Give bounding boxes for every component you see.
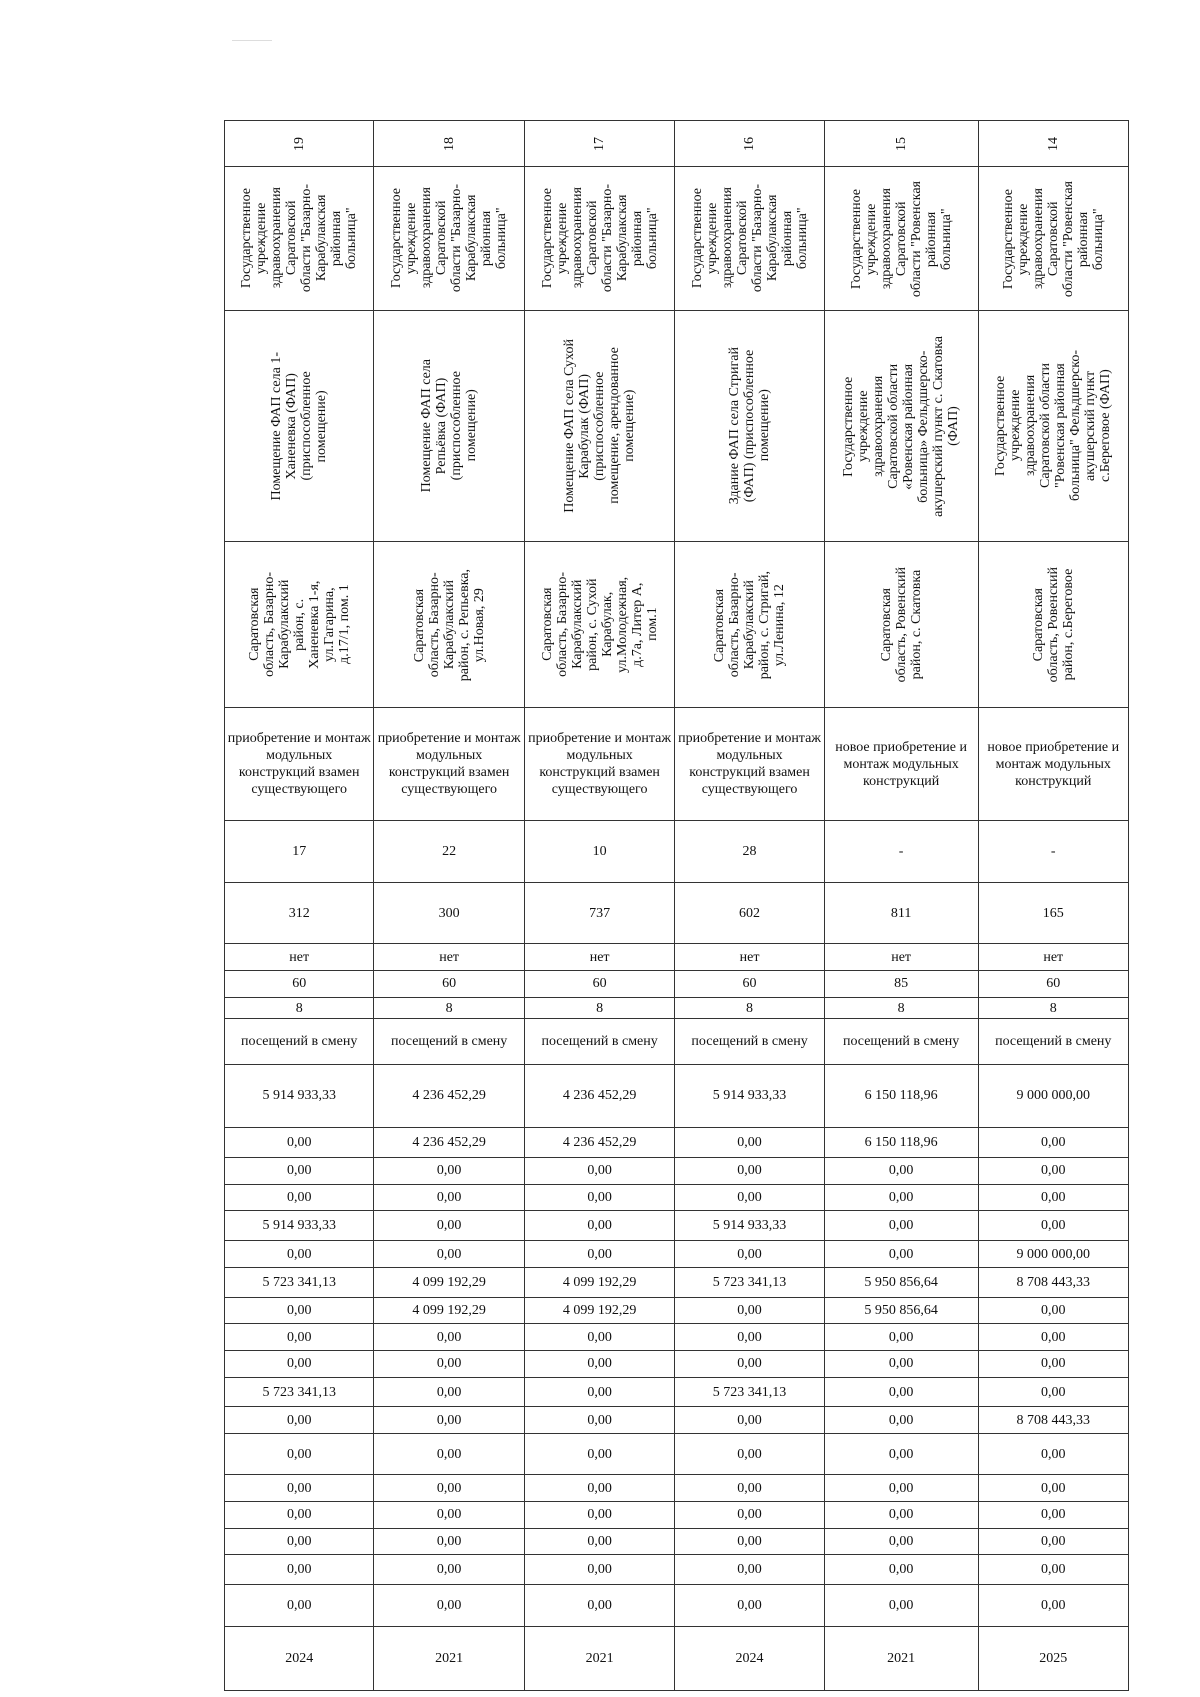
cell-funding: 6 150 118,96 [824, 1128, 978, 1158]
cell-number: 14 [978, 121, 1129, 167]
row-hours [225, 997, 1129, 1019]
cell-availability: нет [675, 944, 824, 971]
row-funding [225, 1297, 1129, 1324]
cell-funding: 4 099 192,29 [524, 1267, 674, 1297]
cell-area: 60 [374, 971, 524, 998]
cell-funding: 0,00 [978, 1501, 1129, 1528]
cell-funding: 5 723 341,13 [675, 1267, 824, 1297]
document-sheet [224, 120, 1129, 1691]
cell-distance: 28 [675, 821, 824, 883]
cell-funding: 5 723 341,13 [675, 1377, 824, 1407]
cell-hours: 8 [675, 997, 824, 1019]
cell-funding: 0,00 [824, 1555, 978, 1585]
cell-funding: 0,00 [524, 1475, 674, 1502]
cell-funding: 0,00 [978, 1377, 1129, 1407]
cell-address: Саратовская область, Ровенский район, с. Скатовка [824, 541, 978, 707]
cell-funding: 0,00 [978, 1434, 1129, 1475]
cell-funding: 0,00 [675, 1585, 824, 1627]
cell-object: Помещение ФАП села Сухой Карабулак (ФАП) (приспособленное помещение, арендованное помещение) [524, 310, 674, 541]
cell-address: Саратовская область, Базарно- Карабулакский район, с. Репьевка, ул.Новая, 29 [374, 541, 524, 707]
cell-funding: 0,00 [374, 1555, 524, 1585]
cell-funding: 0,00 [225, 1297, 374, 1324]
cell-funding: 4 236 452,29 [524, 1064, 674, 1128]
cell-availability: нет [824, 944, 978, 971]
cell-area: 60 [675, 971, 824, 998]
cell-funding: 0,00 [374, 1475, 524, 1502]
cell-population: 312 [225, 882, 374, 944]
cell-availability: нет [524, 944, 674, 971]
cell-address: Саратовская область, Базарно- Карабулакский район, с. Стригай, ул.Ленина, 12 [675, 541, 824, 707]
cell-funding: 9 000 000,00 [978, 1064, 1129, 1128]
cell-funding: 0,00 [225, 1351, 374, 1378]
row-unit [225, 1019, 1129, 1064]
cell-funding: 0,00 [524, 1241, 674, 1268]
cell-action: приобретение и монтаж модульных конструкций взамен существующего [374, 708, 524, 821]
cell-funding: 0,00 [675, 1555, 824, 1585]
cell-availability: нет [225, 944, 374, 971]
cell-funding: 0,00 [978, 1324, 1129, 1351]
cell-funding: 0,00 [225, 1407, 374, 1434]
cell-distance: 17 [225, 821, 374, 883]
cell-funding: 0,00 [524, 1184, 674, 1211]
cell-funding: 0,00 [675, 1297, 824, 1324]
cell-unit: посещений в смену [524, 1019, 674, 1064]
cell-area: 60 [524, 971, 674, 998]
cell-funding: 0,00 [978, 1128, 1129, 1158]
cell-funding: 0,00 [225, 1555, 374, 1585]
cell-population: 737 [524, 882, 674, 944]
cell-population: 811 [824, 882, 978, 944]
cell-number: 19 [225, 121, 374, 167]
row-operator [225, 167, 1129, 311]
cell-funding: 0,00 [524, 1158, 674, 1185]
cell-population: 300 [374, 882, 524, 944]
cell-operator: Государственное учреждение здравоохранения Саратовской области "Ровенская районная больница" [978, 167, 1129, 311]
cell-object: Государственное учреждение здравоохранения Саратовской области «Ровенская районная больница» Фельдшерско- акушерский пункт с. Скатовка (ФАП) [824, 310, 978, 541]
cell-number: 15 [824, 121, 978, 167]
cell-object: Государственное учреждение здравоохранения Саратовской области "Ровенская районная больница" Фельдшерско- акушерский пункт с.Береговое (ФАП) [978, 310, 1129, 541]
cell-funding: 0,00 [524, 1501, 674, 1528]
cell-funding: 0,00 [978, 1351, 1129, 1378]
cell-operator: Государственное учреждение здравоохранения Саратовской области "Базарно- Карабулакская районная больница" [524, 167, 674, 311]
cell-distance: - [824, 821, 978, 883]
cell-number: 16 [675, 121, 824, 167]
cell-funding: 5 950 856,64 [824, 1267, 978, 1297]
cell-hours: 8 [824, 997, 978, 1019]
cell-operator: Государственное учреждение здравоохранения Саратовской области "Базарно- Карабулакская районная больница" [374, 167, 524, 311]
cell-action: приобретение и монтаж модульных конструкций взамен существующего [675, 708, 824, 821]
row-funding [225, 1158, 1129, 1185]
cell-funding: 4 236 452,29 [524, 1128, 674, 1158]
cell-funding: 9 000 000,00 [978, 1241, 1129, 1268]
cell-year: 2024 [675, 1627, 824, 1691]
cell-object: Помещение ФАП села 1- Ханеневка (ФАП) (приспособленное помещение) [225, 310, 374, 541]
cell-funding: 0,00 [675, 1475, 824, 1502]
cell-funding: 0,00 [675, 1434, 824, 1475]
cell-action: новое приобретение и монтаж модульных конструкций [978, 708, 1129, 821]
cell-area: 60 [978, 971, 1129, 998]
row-funding [225, 1434, 1129, 1475]
row-funding [225, 1377, 1129, 1407]
row-funding [225, 1528, 1129, 1555]
cell-object: Помещение ФАП села Репьёвка (ФАП) (приспособленное помещение) [374, 310, 524, 541]
cell-area: 60 [225, 971, 374, 998]
cell-action: приобретение и монтаж модульных конструкций взамен существующего [225, 708, 374, 821]
cell-funding: 0,00 [824, 1211, 978, 1241]
cell-funding: 0,00 [675, 1351, 824, 1378]
cell-funding: 0,00 [374, 1211, 524, 1241]
cell-funding: 0,00 [675, 1324, 824, 1351]
cell-address: Саратовская область, Базарно- Карабулакский район, с. Ханеневка 1-я, ул.Гагарина, д.17/1, пом. 1 [225, 541, 374, 707]
cell-funding: 0,00 [225, 1475, 374, 1502]
cell-funding: 0,00 [824, 1377, 978, 1407]
row-distance [225, 821, 1129, 883]
cell-funding: 0,00 [374, 1184, 524, 1211]
row-funding [225, 1351, 1129, 1378]
cell-funding: 0,00 [374, 1158, 524, 1185]
cell-funding: 0,00 [524, 1324, 674, 1351]
cell-operator: Государственное учреждение здравоохранения Саратовской области "Ровенская районная больница" [824, 167, 978, 311]
cell-funding: 0,00 [524, 1211, 674, 1241]
row-funding [225, 1184, 1129, 1211]
row-action [225, 708, 1129, 821]
cell-year: 2024 [225, 1627, 374, 1691]
cell-funding: 0,00 [978, 1184, 1129, 1211]
row-object [225, 310, 1129, 541]
cell-funding: 0,00 [978, 1211, 1129, 1241]
cell-funding: 0,00 [524, 1585, 674, 1627]
cell-funding: 0,00 [824, 1434, 978, 1475]
cell-funding: 4 236 452,29 [374, 1064, 524, 1128]
cell-funding: 0,00 [978, 1528, 1129, 1555]
cell-availability: нет [978, 944, 1129, 971]
row-area [225, 971, 1129, 998]
cell-funding: 5 723 341,13 [225, 1267, 374, 1297]
row-funding [225, 1128, 1129, 1158]
cell-funding: 0,00 [824, 1324, 978, 1351]
cell-funding: 0,00 [374, 1585, 524, 1627]
row-funding [225, 1501, 1129, 1528]
cell-funding: 0,00 [675, 1241, 824, 1268]
cell-distance: 22 [374, 821, 524, 883]
cell-distance: 10 [524, 821, 674, 883]
cell-hours: 8 [225, 997, 374, 1019]
cell-funding: 0,00 [978, 1555, 1129, 1585]
cell-funding: 4 099 192,29 [374, 1267, 524, 1297]
cell-unit: посещений в смену [374, 1019, 524, 1064]
cell-address: Саратовская область, Базарно- Карабулакский район, с. Сухой Карабулак, ул.Молодежная, д.7а, Литер А, пом.1 [524, 541, 674, 707]
cell-population: 165 [978, 882, 1129, 944]
cell-hours: 8 [978, 997, 1129, 1019]
cell-funding: 0,00 [675, 1501, 824, 1528]
cell-year: 2021 [824, 1627, 978, 1691]
cell-unit: посещений в смену [978, 1019, 1129, 1064]
cell-funding: 0,00 [824, 1351, 978, 1378]
cell-funding: 8 708 443,33 [978, 1267, 1129, 1297]
cell-funding: 0,00 [824, 1585, 978, 1627]
cell-funding: 5 914 933,33 [675, 1211, 824, 1241]
cell-population: 602 [675, 882, 824, 944]
cell-year: 2021 [374, 1627, 524, 1691]
cell-funding: 8 708 443,33 [978, 1407, 1129, 1434]
cell-operator: Государственное учреждение здравоохранения Саратовской области "Базарно- Карабулакская районная больница" [225, 167, 374, 311]
cell-funding: 0,00 [225, 1501, 374, 1528]
cell-number: 17 [524, 121, 674, 167]
cell-funding: 0,00 [675, 1128, 824, 1158]
cell-operator: Государственное учреждение здравоохранения Саратовской области "Базарно- Карабулакская районная больница" [675, 167, 824, 311]
cell-funding: 0,00 [675, 1184, 824, 1211]
row-address [225, 541, 1129, 707]
cell-action: новое приобретение и монтаж модульных конструкций [824, 708, 978, 821]
fap-table [224, 120, 1129, 1691]
cell-action: приобретение и монтаж модульных конструкций взамен существующего [524, 708, 674, 821]
cell-funding: 0,00 [374, 1434, 524, 1475]
cell-funding: 0,00 [225, 1158, 374, 1185]
cell-funding: 0,00 [225, 1528, 374, 1555]
cell-funding: 0,00 [824, 1475, 978, 1502]
cell-funding: 0,00 [978, 1475, 1129, 1502]
cell-funding: 0,00 [824, 1241, 978, 1268]
cell-funding: 5 914 933,33 [675, 1064, 824, 1128]
cell-funding: 0,00 [824, 1528, 978, 1555]
row-funding [225, 1585, 1129, 1627]
cell-funding: 4 099 192,29 [374, 1297, 524, 1324]
row-funding [225, 1267, 1129, 1297]
row-funding [225, 1211, 1129, 1241]
row-funding [225, 1407, 1129, 1434]
cell-funding: 4 099 192,29 [524, 1297, 674, 1324]
scan-speck [232, 40, 272, 41]
cell-funding: 0,00 [374, 1377, 524, 1407]
cell-funding: 4 236 452,29 [374, 1128, 524, 1158]
cell-number: 18 [374, 121, 524, 167]
row-funding [225, 1241, 1129, 1268]
row-year [225, 1627, 1129, 1691]
cell-funding: 5 914 933,33 [225, 1064, 374, 1128]
cell-funding: 0,00 [225, 1434, 374, 1475]
cell-funding: 0,00 [524, 1351, 674, 1378]
cell-hours: 8 [374, 997, 524, 1019]
cell-distance: - [978, 821, 1129, 883]
cell-funding: 0,00 [824, 1501, 978, 1528]
row-funding [225, 1555, 1129, 1585]
cell-hours: 8 [524, 997, 674, 1019]
cell-funding: 0,00 [374, 1241, 524, 1268]
row-funding [225, 1324, 1129, 1351]
cell-funding: 0,00 [824, 1184, 978, 1211]
cell-funding: 0,00 [524, 1377, 674, 1407]
cell-unit: посещений в смену [824, 1019, 978, 1064]
cell-funding: 6 150 118,96 [824, 1064, 978, 1128]
cell-funding: 5 723 341,13 [225, 1377, 374, 1407]
cell-funding: 0,00 [524, 1555, 674, 1585]
cell-year: 2021 [524, 1627, 674, 1691]
cell-funding: 0,00 [225, 1241, 374, 1268]
cell-funding: 0,00 [374, 1528, 524, 1555]
cell-funding: 0,00 [374, 1351, 524, 1378]
cell-object: Здание ФАП села Стригай (ФАП) (приспособленное помещение) [675, 310, 824, 541]
cell-funding: 0,00 [824, 1407, 978, 1434]
cell-funding: 0,00 [524, 1528, 674, 1555]
cell-funding: 0,00 [374, 1407, 524, 1434]
cell-funding: 0,00 [225, 1128, 374, 1158]
row-population [225, 882, 1129, 944]
cell-unit: посещений в смену [225, 1019, 374, 1064]
cell-funding: 0,00 [978, 1585, 1129, 1627]
cell-funding: 0,00 [675, 1407, 824, 1434]
cell-funding: 0,00 [978, 1158, 1129, 1185]
cell-funding: 0,00 [978, 1297, 1129, 1324]
cell-funding: 0,00 [824, 1158, 978, 1185]
cell-funding: 0,00 [524, 1434, 674, 1475]
cell-funding: 5 950 856,64 [824, 1297, 978, 1324]
cell-area: 85 [824, 971, 978, 998]
row-number [225, 121, 1129, 167]
cell-funding: 0,00 [225, 1184, 374, 1211]
cell-funding: 0,00 [374, 1324, 524, 1351]
cell-year: 2025 [978, 1627, 1129, 1691]
funding-rows [225, 1064, 1129, 1627]
cell-address: Саратовская область, Ровенский район, с.Береговое [978, 541, 1129, 707]
cell-funding: 0,00 [524, 1407, 674, 1434]
cell-funding: 0,00 [675, 1158, 824, 1185]
cell-funding: 0,00 [225, 1585, 374, 1627]
row-funding [225, 1064, 1129, 1128]
cell-unit: посещений в смену [675, 1019, 824, 1064]
cell-funding: 0,00 [374, 1501, 524, 1528]
row-availability [225, 944, 1129, 971]
row-funding [225, 1475, 1129, 1502]
cell-availability: нет [374, 944, 524, 971]
cell-funding: 0,00 [225, 1324, 374, 1351]
cell-funding: 0,00 [675, 1528, 824, 1555]
cell-funding: 5 914 933,33 [225, 1211, 374, 1241]
